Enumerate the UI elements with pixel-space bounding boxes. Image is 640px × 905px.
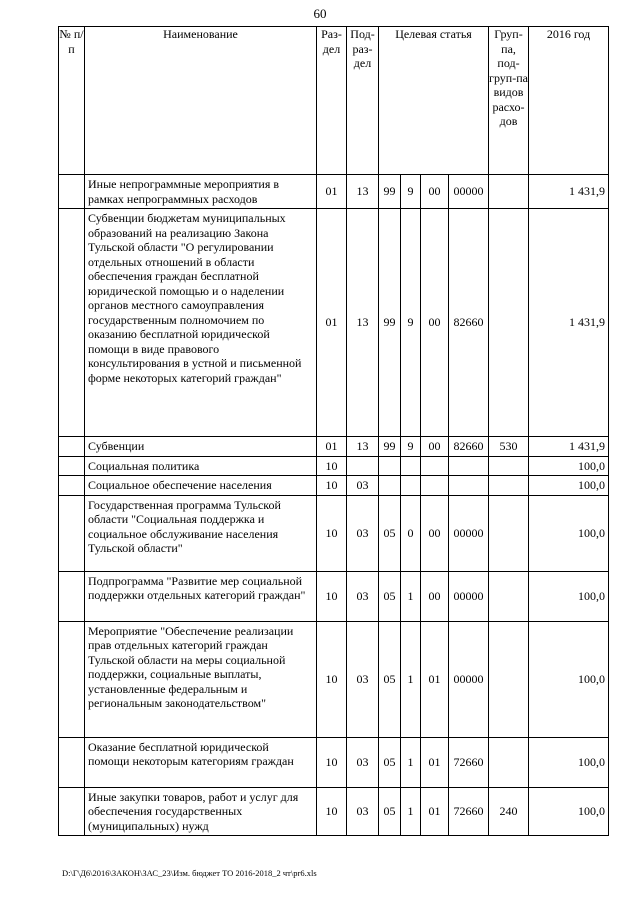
cell-t1 [379, 456, 401, 476]
cell-vr [489, 476, 529, 496]
cell-t3: 00 [421, 571, 449, 621]
cell-t1: 05 [379, 571, 401, 621]
budget-table [58, 26, 609, 836]
table-row [59, 456, 609, 476]
cell-t2: 9 [401, 437, 421, 457]
cell-name: Мероприятие "Обеспечение реализации прав отдельных категорий граждан Тульской области на меры социальной поддержки, социальные выплаты, установленные федеральным и региональным законодательством" [85, 621, 317, 737]
cell-vr [489, 737, 529, 787]
cell-t3: 00 [421, 437, 449, 457]
cell-num [59, 476, 85, 496]
cell-t2: 1 [401, 787, 421, 836]
cell-r: 01 [317, 175, 347, 209]
cell-name: Иные закупки товаров, работ и услуг для обеспечения государственных (муниципальных) нужд [85, 787, 317, 836]
cell-t4: 72660 [449, 737, 489, 787]
cell-t2 [401, 476, 421, 496]
cell-t1: 05 [379, 621, 401, 737]
cell-pr: 03 [347, 495, 379, 571]
cell-name: Государственная программа Тульской области "Социальная поддержка и социальное обслуживание населения Тульской области" [85, 495, 317, 571]
cell-t4 [449, 456, 489, 476]
cell-num [59, 437, 85, 457]
cell-sum: 1 431,9 [529, 175, 609, 209]
cell-sum: 100,0 [529, 571, 609, 621]
cell-r: 10 [317, 495, 347, 571]
header-num: № п/п [59, 27, 85, 175]
cell-vr [489, 456, 529, 476]
table-row [59, 495, 609, 571]
cell-t3: 00 [421, 209, 449, 437]
cell-t3 [421, 456, 449, 476]
cell-t1 [379, 476, 401, 496]
cell-t2: 9 [401, 209, 421, 437]
cell-t2: 1 [401, 737, 421, 787]
table-row [59, 175, 609, 209]
cell-t4: 82660 [449, 437, 489, 457]
cell-vr [489, 209, 529, 437]
cell-t1: 05 [379, 495, 401, 571]
cell-t1: 05 [379, 787, 401, 836]
cell-num [59, 209, 85, 437]
header-section: Раз-дел [317, 27, 347, 175]
cell-t3: 00 [421, 175, 449, 209]
cell-pr: 03 [347, 621, 379, 737]
cell-r: 01 [317, 209, 347, 437]
cell-t2: 9 [401, 175, 421, 209]
cell-t3: 01 [421, 787, 449, 836]
cell-num [59, 175, 85, 209]
cell-num [59, 621, 85, 737]
table-row [59, 737, 609, 787]
cell-t4: 00000 [449, 571, 489, 621]
cell-sum: 100,0 [529, 495, 609, 571]
cell-name: Субвенции [85, 437, 317, 457]
table-row [59, 209, 609, 437]
cell-vr: 530 [489, 437, 529, 457]
cell-sum: 1 431,9 [529, 437, 609, 457]
cell-t2: 0 [401, 495, 421, 571]
cell-sum: 100,0 [529, 476, 609, 496]
footer-path: D:\Г\Д6\2016\ЗАКОН\ЗАС_23\Изм. бюджет ТО 2016-2018_2 чт\рr6.xls [62, 868, 317, 878]
cell-t3: 00 [421, 495, 449, 571]
cell-num [59, 787, 85, 836]
cell-name: Оказание бесплатной юридической помощи некоторым категориям граждан [85, 737, 317, 787]
header-name: Наименование [85, 27, 317, 175]
cell-t4: 00000 [449, 621, 489, 737]
cell-t1: 99 [379, 437, 401, 457]
cell-t1: 05 [379, 737, 401, 787]
cell-pr: 03 [347, 571, 379, 621]
cell-r: 01 [317, 437, 347, 457]
cell-r: 10 [317, 476, 347, 496]
header-year: 2016 год [529, 27, 609, 175]
cell-name: Иные непрограммные мероприятия в рамках непрограммных расходов [85, 175, 317, 209]
header-group: Груп-па, под-груп-па видов расхо-дов [489, 27, 529, 175]
cell-r: 10 [317, 571, 347, 621]
cell-pr: 03 [347, 737, 379, 787]
cell-pr: 13 [347, 437, 379, 457]
cell-t4 [449, 476, 489, 496]
cell-pr: 13 [347, 175, 379, 209]
cell-name: Социальное обеспечение населения [85, 476, 317, 496]
cell-t1: 99 [379, 209, 401, 437]
cell-r: 10 [317, 456, 347, 476]
cell-t2: 1 [401, 621, 421, 737]
page-number: 60 [313, 6, 327, 21]
cell-vr [489, 571, 529, 621]
cell-t1: 99 [379, 175, 401, 209]
cell-vr: 240 [489, 787, 529, 836]
cell-sum: 100,0 [529, 621, 609, 737]
table-row [59, 476, 609, 496]
cell-t4: 00000 [449, 495, 489, 571]
cell-sum: 100,0 [529, 456, 609, 476]
cell-name: Субвенции бюджетам муниципальных образований на реализацию Закона Тульской области "О регулировании отдельных отношений в области обеспечения граждан бесплатной юридической помощью и о наделении органов местного самоуправления государственным полномочием по оказанию бесплатной юридической помощи в виде правового консультирования в устной и письменной форме некоторых категорий граждан" [85, 209, 317, 437]
cell-t4: 00000 [449, 175, 489, 209]
cell-pr [347, 456, 379, 476]
cell-t4: 72660 [449, 787, 489, 836]
cell-vr [489, 495, 529, 571]
cell-name: Социальная политика [85, 456, 317, 476]
cell-num [59, 571, 85, 621]
cell-vr [489, 175, 529, 209]
cell-sum: 1 431,9 [529, 209, 609, 437]
cell-t4: 82660 [449, 209, 489, 437]
cell-num [59, 737, 85, 787]
cell-num [59, 495, 85, 571]
table-row [59, 437, 609, 457]
cell-t3 [421, 476, 449, 496]
cell-r: 10 [317, 737, 347, 787]
cell-t3: 01 [421, 621, 449, 737]
table-row [59, 787, 609, 836]
cell-sum: 100,0 [529, 737, 609, 787]
cell-t2: 1 [401, 571, 421, 621]
table-row [59, 571, 609, 621]
cell-r: 10 [317, 621, 347, 737]
header-target: Целевая статья [379, 27, 489, 175]
cell-pr: 13 [347, 209, 379, 437]
cell-vr [489, 621, 529, 737]
cell-r: 10 [317, 787, 347, 836]
cell-t2 [401, 456, 421, 476]
cell-pr: 03 [347, 476, 379, 496]
cell-num [59, 456, 85, 476]
cell-name: Подпрограмма "Развитие мер социальной поддержки отдельных категорий граждан" [85, 571, 317, 621]
header-subsection: Под-раз-дел [347, 27, 379, 175]
cell-t3: 01 [421, 737, 449, 787]
cell-sum: 100,0 [529, 787, 609, 836]
cell-pr: 03 [347, 787, 379, 836]
table-row [59, 621, 609, 737]
